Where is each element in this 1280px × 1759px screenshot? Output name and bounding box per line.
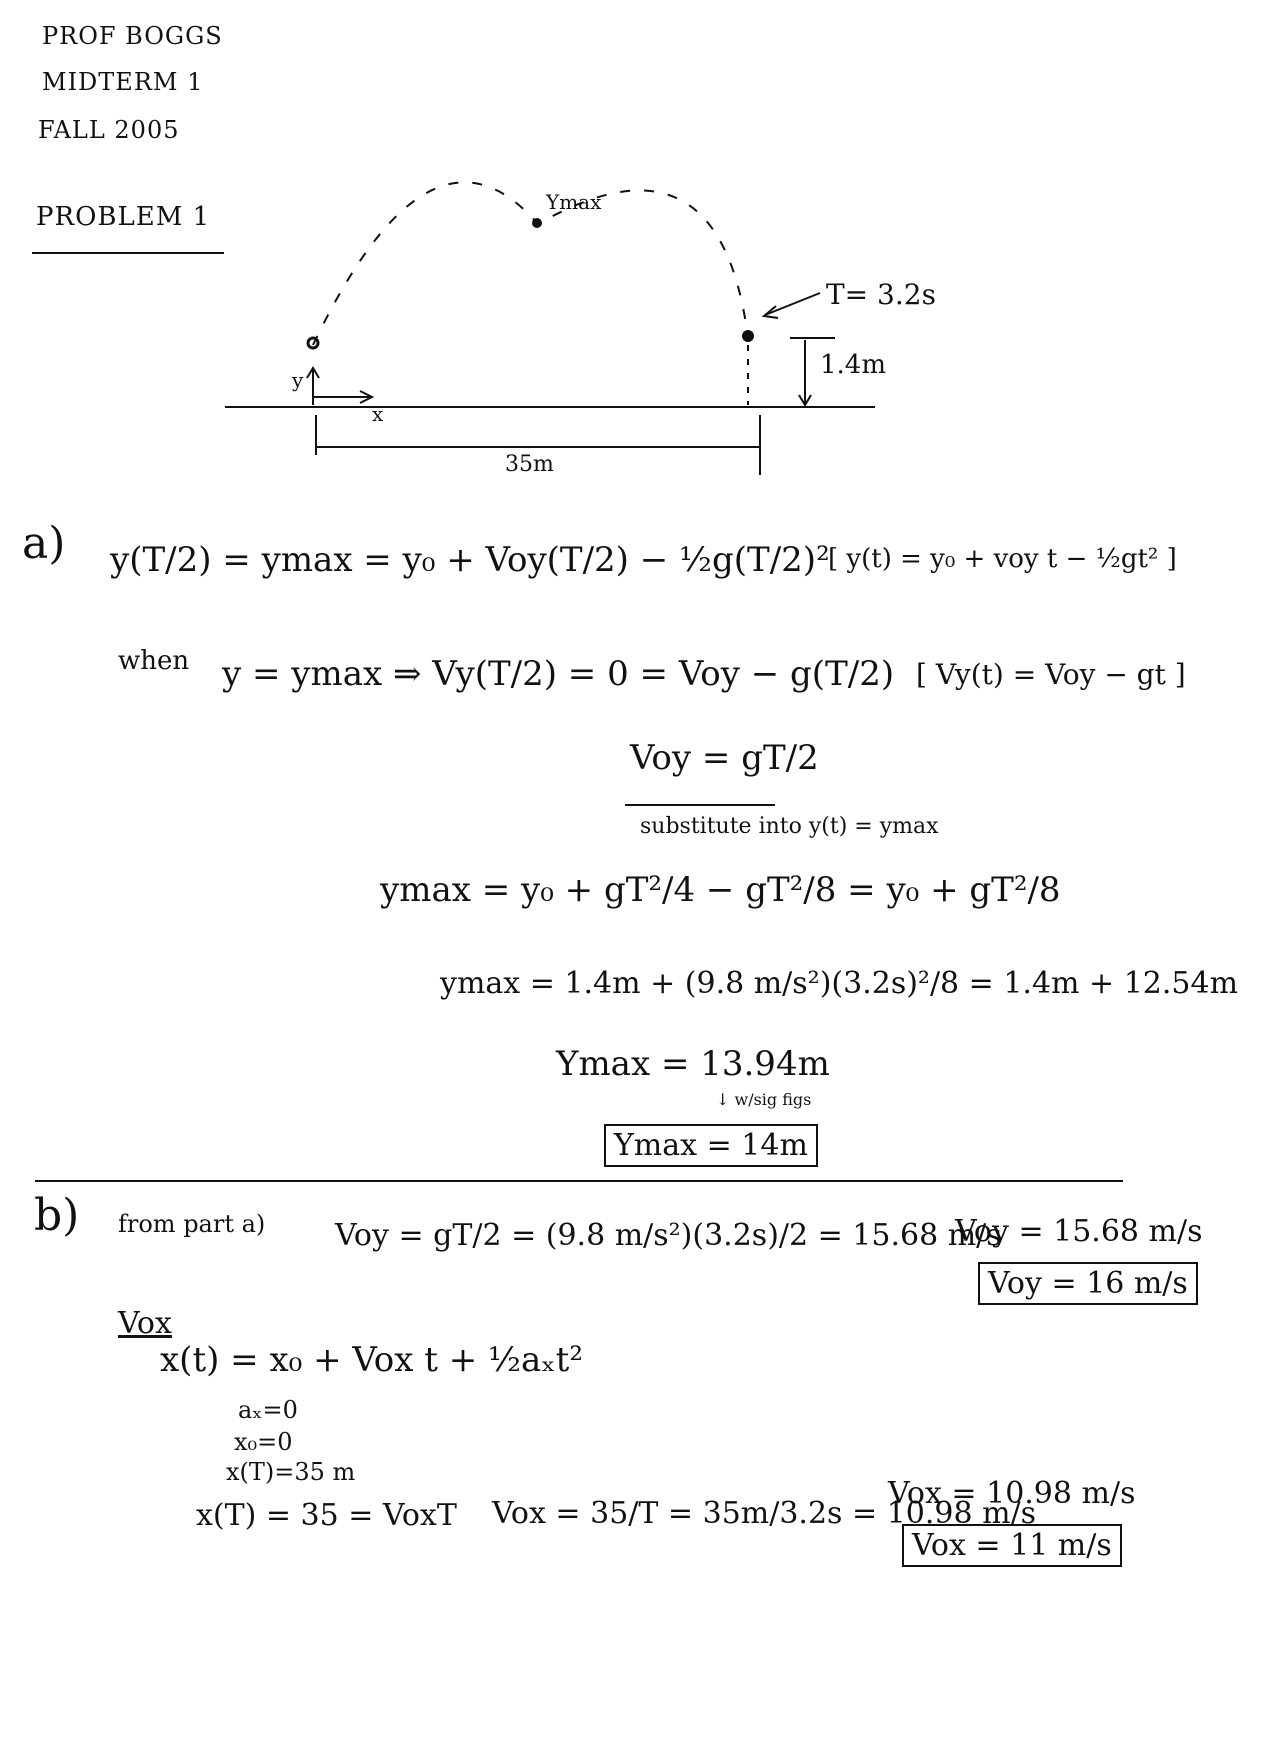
part-a-eq2-ref: [ Vy(t) = Voy − gt ]: [916, 658, 1186, 691]
time-label: T= 3.2s: [826, 278, 936, 311]
part-b-result1: Voy = 15.68 m/s: [955, 1214, 1203, 1249]
part-b-xT: x(T)=35 m: [226, 1458, 356, 1486]
professor-name: PROF BOGGS: [42, 22, 223, 50]
part-a-when: when: [118, 646, 190, 676]
part-a-label: a): [22, 518, 66, 569]
height-label: 1.4m: [820, 350, 887, 380]
part-b-answer1: Voy = 16 m/s: [978, 1262, 1198, 1305]
part-b-from: from part a): [118, 1210, 266, 1238]
part-a-substitute: substitute into y(t) = ymax: [640, 814, 939, 839]
part-a-eq2: y = ymax ⇒ Vy(T/2) = 0 = Voy − g(T/2): [222, 654, 895, 694]
ymax-label: Ymax: [546, 190, 602, 214]
part-a-sigfigs: ↓ w/sig figs: [716, 1090, 812, 1109]
part-a-eq1: y(T/2) = ymax = y₀ + Voy(T/2) − ½g(T/2)²: [110, 540, 830, 580]
part-b-eq3: x(T) = 35 = VoxT: [196, 1498, 457, 1533]
part-b-eq4: Vox = 35/T = 35m/3.2s = 10.98 m/s: [492, 1496, 1037, 1531]
part-a-eq3-underline: [625, 804, 775, 806]
part-b-eq1: Voy = gT/2 = (9.8 m/s²)(3.2s)/2 = 15.68 m/s: [335, 1218, 1002, 1253]
part-a-eq3: Voy = gT/2: [630, 738, 819, 778]
problem-title: PROBLEM 1: [36, 202, 211, 232]
part-b-label: b): [34, 1190, 80, 1241]
trajectory-arc: [313, 182, 748, 345]
part-b-answer2: Vox = 11 m/s: [902, 1524, 1122, 1567]
end-ball: [742, 330, 754, 342]
part-b-vox-heading: Vox: [118, 1306, 172, 1341]
exam-term: FALL 2005: [38, 116, 180, 144]
time-arrow: [765, 293, 820, 315]
part-a-eq1-ref: [ y(t) = y₀ + voy t − ½gt² ]: [828, 544, 1177, 574]
y-axis-label: y: [292, 368, 304, 392]
part-b-ax: aₓ=0: [238, 1396, 298, 1424]
x-axis-label: x: [372, 402, 384, 426]
part-b-x0: x₀=0: [234, 1428, 293, 1456]
apex-ball: [532, 218, 542, 228]
distance-label: 35m: [505, 452, 554, 477]
part-a-answer: Ymax = 14m: [604, 1124, 818, 1167]
part-b-eq2: x(t) = x₀ + Vox t + ½aₓt²: [160, 1340, 583, 1380]
part-b-result2: Vox = 10.98 m/s: [888, 1476, 1136, 1511]
projectile-diagram: [0, 0, 1280, 520]
part-a-eq5: ymax = 1.4m + (9.8 m/s²)(3.2s)²/8 = 1.4m + 12.54m: [440, 966, 1239, 1001]
section-divider: [35, 1180, 1123, 1182]
exam-title: MIDTERM 1: [42, 68, 204, 96]
part-a-eq4: ymax = y₀ + gT²/4 − gT²/8 = y₀ + gT²/8: [380, 870, 1061, 910]
part-a-eq6: Ymax = 13.94m: [556, 1044, 830, 1084]
